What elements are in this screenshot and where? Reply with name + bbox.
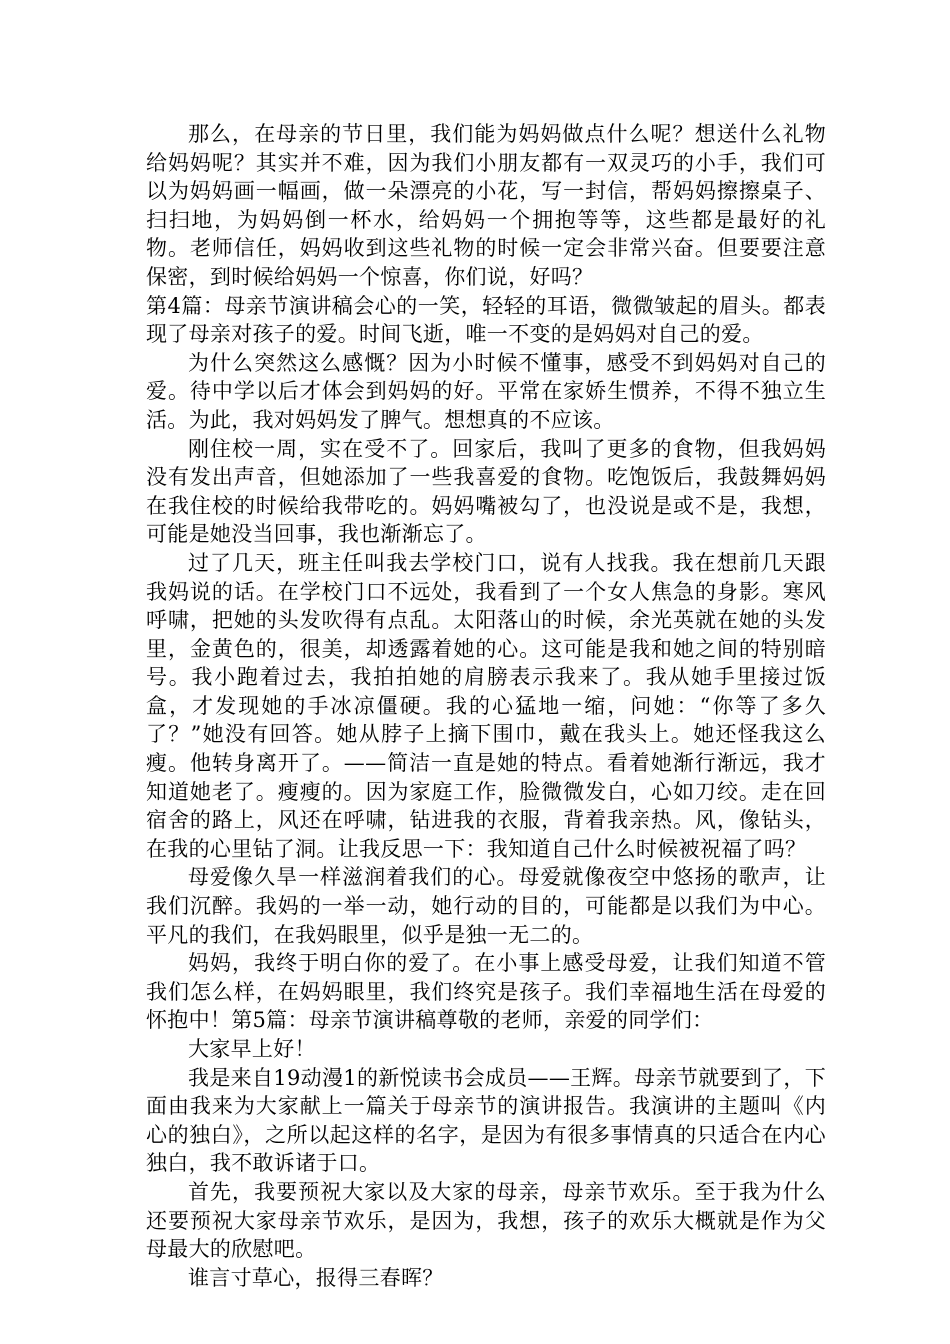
paragraph-11: 谁言寸草心，报得三春晖？: [188, 1265, 444, 1290]
paragraph-1: 那么，在母亲的节日里，我们能为妈妈做点什么呢？想送什么礼物给妈妈呢？其实并不难，因为我们小朋友都有一双灵巧的小手，我们可以为妈妈画一幅画，做一朵漂亮的小花，写一封信，帮妈妈擦擦桌子、扫扫地，为妈妈倒一杯水，给妈妈一个拥抱等等，这些都是最好的礼物。老师信任，妈妈收到这些礼物的时候一定会非常兴奋。但要要注意保密，到时候给妈妈一个惊喜，你们说，好吗？: [146, 122, 826, 289]
paragraph-7: 妈妈，我终于明白你的爱了。在小事上感受母爱，让我们知道不管我们怎么样，在妈妈眼里，我们终究是孩子。我们幸福地生活在母爱的怀抱中！第5篇：母亲节演讲稿尊敬的老师，亲爱的同学们：: [146, 951, 826, 1033]
paragraph-3: 为什么突然这么感慨？因为小时候不懂事，感受不到妈妈对自己的爱。待中学以后才体会到妈妈的好。平常在家娇生惯养，不得不独立生活。为此，我对妈妈发了脾气。想想真的不应该。: [146, 350, 826, 432]
paragraph-2: 第4篇：母亲节演讲稿会心的一笑，轻轻的耳语，微微皱起的眉头。都表现了母亲对孩子的爱。时间飞逝，唯一不变的是妈妈对自己的爱。: [146, 293, 826, 347]
paragraph-5: 过了几天，班主任叫我去学校门口，说有人找我。我在想前几天跟我妈说的话。在学校门口不远处，我看到了一个女人焦急的身影。寒风呼啸，把她的头发吹得有点乱。太阳落山的时候，余光英就在她的头发里，金黄色的，很美，却透露着她的心。这可能是我和她之间的特别暗号。我小跑着过去，我拍拍她的肩膀表示我来了。我从她手里接过饭盒，才发现她的手冰凉僵硬。我的心猛地一缩，问她：“你等了多久了？”她没有回答。她从脖子上摘下围巾，戴在我头上。她还怪我这么瘦。他转身离开了。——简洁一直是她的特点。看着她渐行渐远，我才知道她老了。瘦瘦的。因为家庭工作，脸微微发白，心如刀绞。走在回宿舍的路上，风还在呼啸，钻进我的衣服，背着我亲热。风，像钻头，在我的心里钻了洞。让我反思一下：我知道自己什么时候被祝福了吗？: [146, 550, 826, 861]
paragraph-6: 母爱像久旱一样滋润着我们的心。母爱就像夜空中悠扬的歌声，让我们沉醉。我妈的一举一动，她行动的目的，可能都是以我们为中心。平凡的我们，在我妈眼里，似乎是独一无二的。: [146, 865, 826, 947]
paragraph-4: 刚住校一周，实在受不了。回家后，我叫了更多的食物，但我妈妈没有发出声音，但她添加了一些我喜爱的食物。吃饱饭后，我鼓舞妈妈在我住校的时候给我带吃的。妈妈嘴被勾了，也没说是或不是，我想，可能是她没当回事，我也渐渐忘了。: [146, 436, 826, 547]
document-body: [146, 120, 826, 1292]
paragraph-9: 我是来自19动漫1的新悦读书会成员——王辉。母亲节就要到了，下面由我来为大家献上一篇关于母亲节的演讲报告。我演讲的主题叫《内心的独白》，之所以起这样的名字，是因为有很多事情真的只适合在内心独白，我不敢诉诸于口。: [146, 1065, 826, 1176]
paragraph-10: 首先，我要预祝大家以及大家的母亲，母亲节欢乐。至于我为什么还要预祝大家母亲节欢乐，是因为，我想，孩子的欢乐大概就是作为父母最大的欣慰吧。: [146, 1179, 826, 1262]
paragraph-8: 大家早上好！: [188, 1037, 316, 1061]
